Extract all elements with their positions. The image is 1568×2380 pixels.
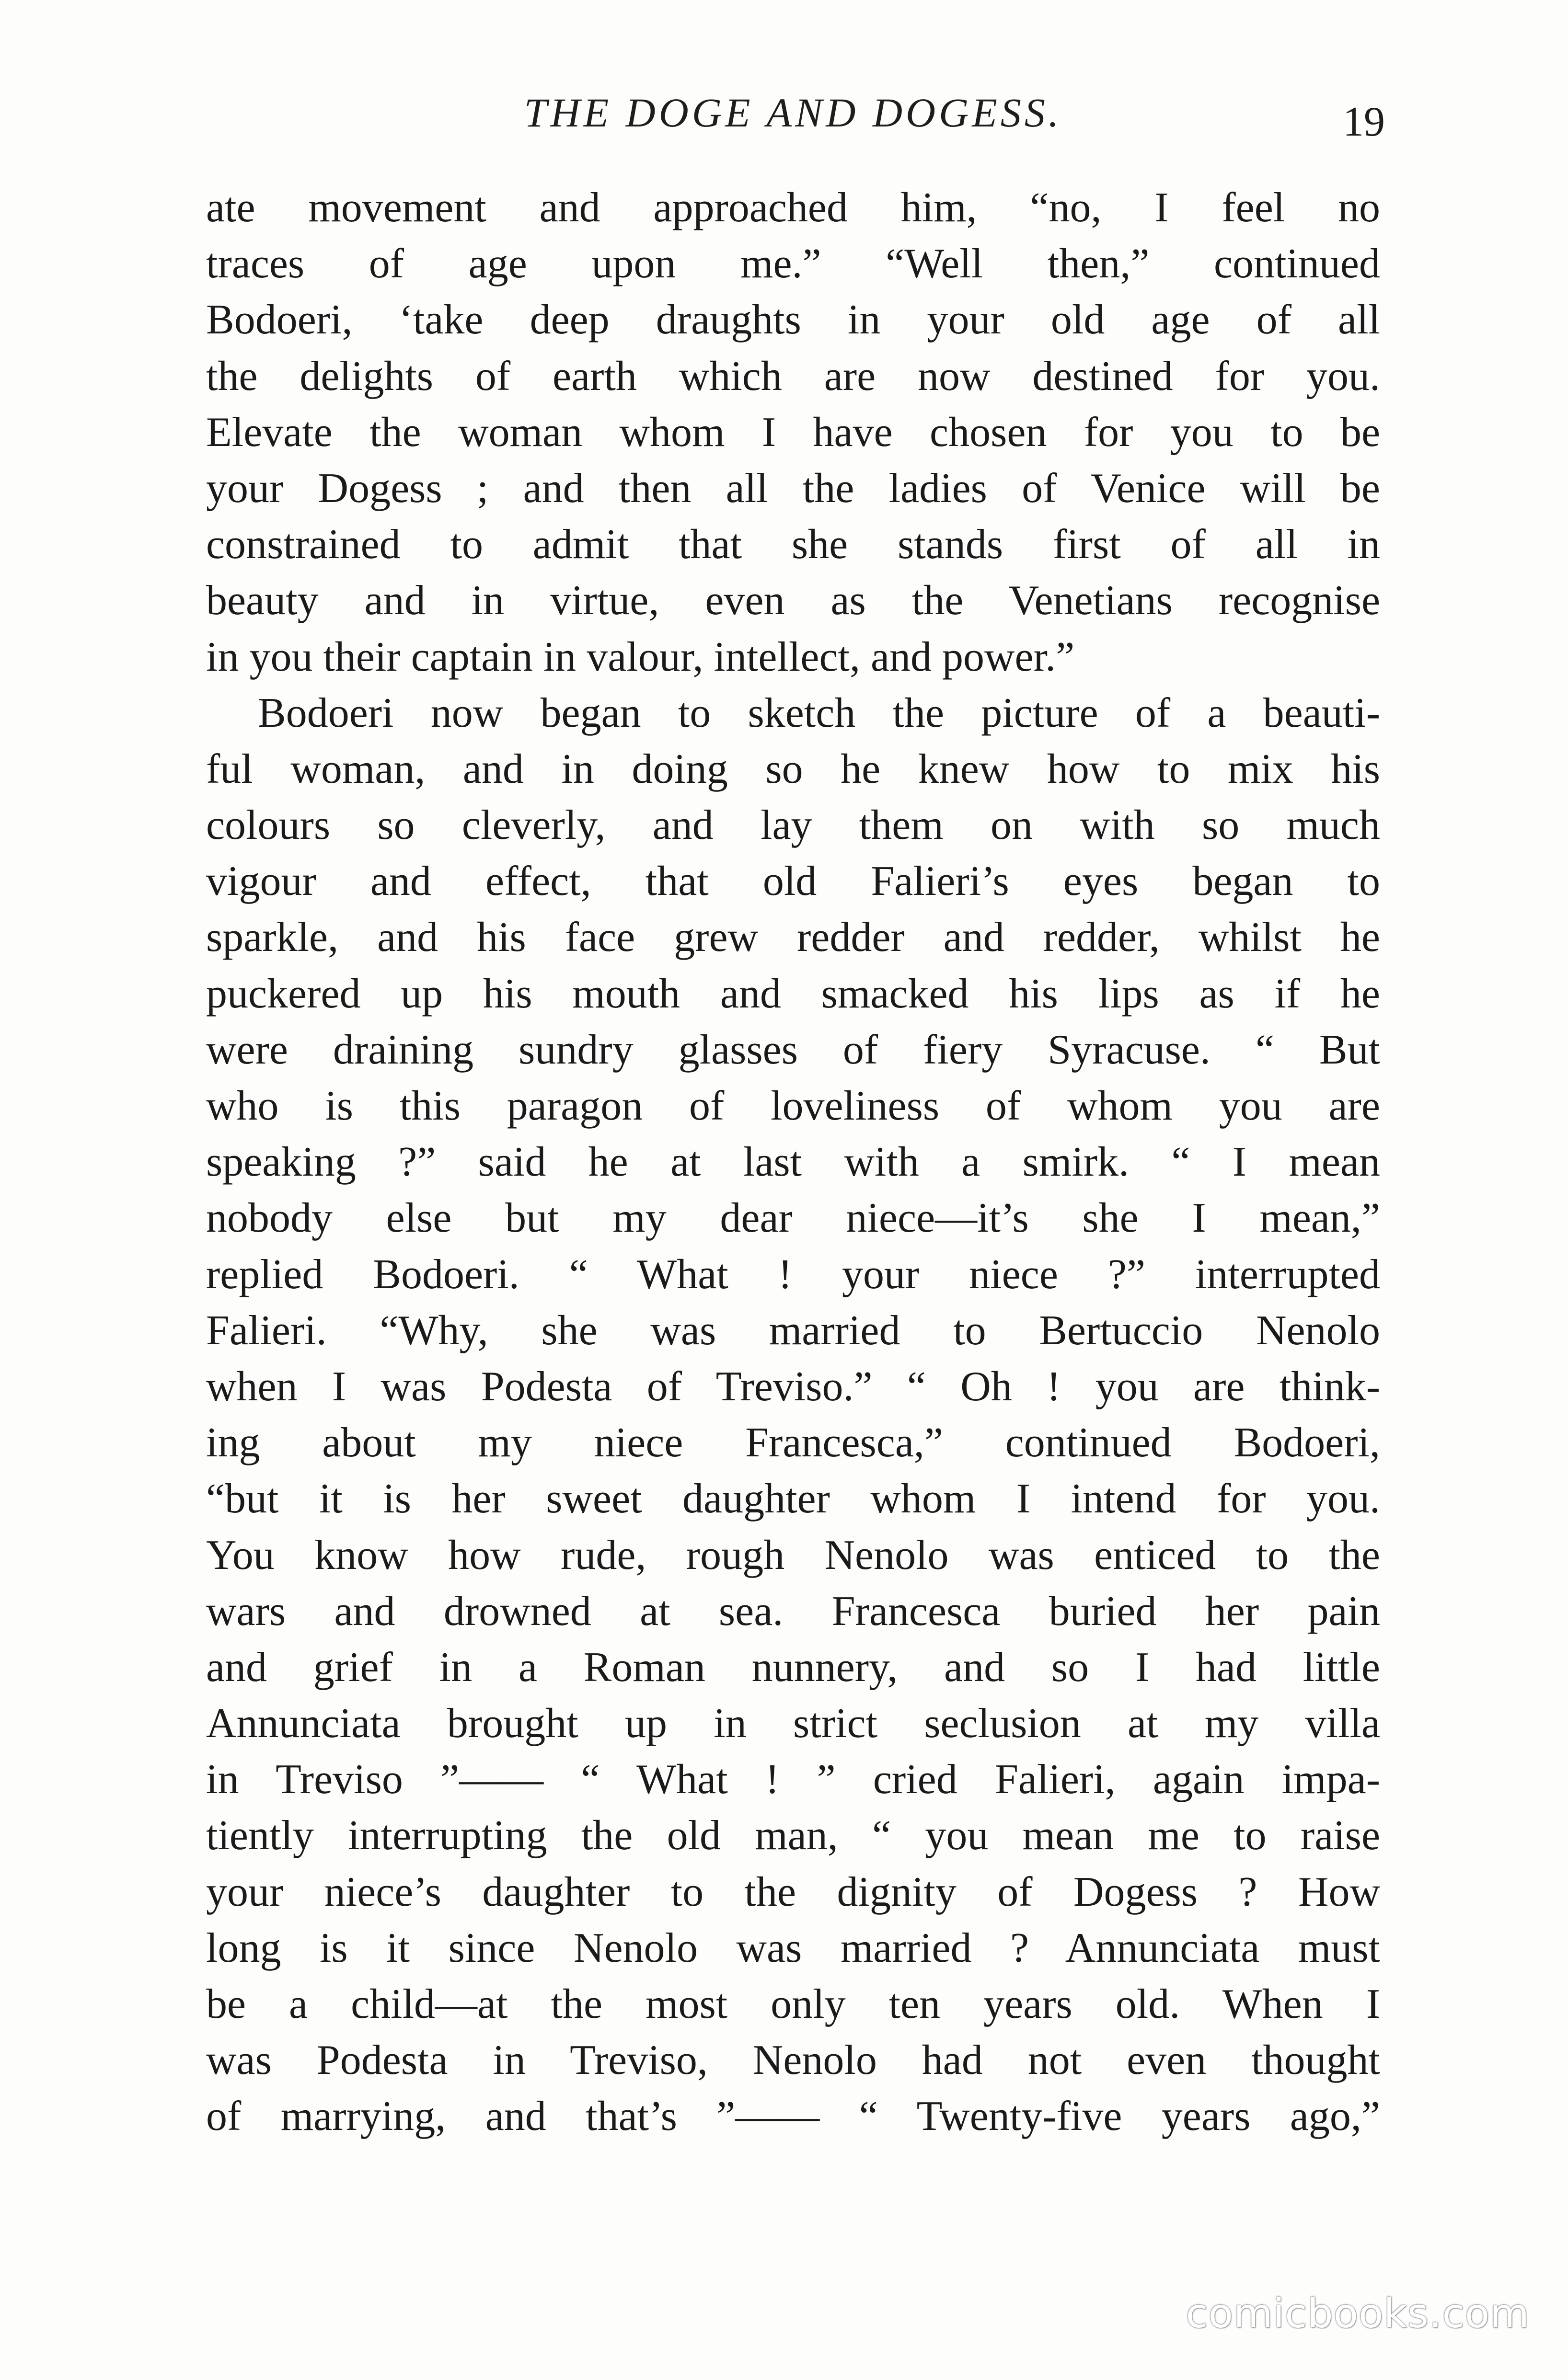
text-line: were draining sundry glasses of fiery Syracuse. “ But [206,1026,1380,1073]
text-line: Annunciata brought up in strict seclusion at my villa [206,1700,1380,1747]
text-line: your Dogess ; and then all the ladies of Venice will be [206,465,1380,512]
text-line: ful woman, and in doing so he knew how to mix his [206,745,1380,792]
text-line: when I was Podesta of Treviso.” “ Oh ! you are think- [206,1363,1380,1410]
watermark: comicbooks.com [1186,2290,1530,2337]
text-line: and grief in a Roman nunnery, and so I had little [206,1644,1380,1691]
text-line: beauty and in virtue, even as the Venetians recognise [206,577,1380,624]
text-line: speaking ?” said he at last with a smirk. “ I mean [206,1139,1380,1186]
running-title: THE DOGE AND DOGESS. [524,90,1062,136]
text-line: replied Bodoeri. “ What ! your niece ?” interrupted [206,1251,1380,1298]
text-line: nobody else but my dear niece—it’s she I mean,” [206,1195,1380,1242]
page-number: 19 [1343,99,1385,145]
text-line: puckered up his mouth and smacked his lips as if he [206,970,1380,1017]
text-line: Elevate the woman whom I have chosen for you to be [206,409,1380,456]
text-line: Bodoeri now began to sketch the picture of a beauti- [258,689,1380,736]
text-line: in you their captain in valour, intellect, and power.” [206,633,1075,680]
text-line: your niece’s daughter to the dignity of Dogess ? How [206,1868,1380,1915]
text-line: Bodoeri, ‘take deep draughts in your old age of all [206,297,1380,343]
body-text [206,180,1380,2145]
text-line: of marrying, and that’s ”—— “ Twenty-five years ago,” [206,2093,1380,2140]
text-line: sparkle, and his face grew redder and redder, whilst he [206,914,1380,961]
text-line: constrained to admit that she stands first of all in [206,521,1380,568]
text-line: ing about my niece Francesca,” continued Bodoeri, [206,1419,1380,1466]
text-line: in Treviso ”—— “ What ! ” cried Falieri, again impa- [206,1756,1380,1803]
text-line: was Podesta in Treviso, Nenolo had not even thought [206,2037,1380,2084]
text-line: ate movement and approached him, “no, I feel no [206,184,1380,231]
text-line: You know how rude, rough Nenolo was enticed to the [206,1532,1380,1579]
text-line: “but it is her sweet daughter whom I intend for you. [206,1476,1380,1522]
text-line: Falieri. “Why, she was married to Bertuccio Nenolo [206,1307,1380,1354]
running-head [206,84,1385,151]
text-line: vigour and effect, that old Falieri’s eyes began to [206,858,1380,905]
text-line: who is this paragon of loveliness of whom you are [206,1083,1380,1129]
text-line: colours so cleverly, and lay them on with so much [206,802,1380,849]
text-line: wars and drowned at sea. Francesca buried her pain [206,1588,1380,1635]
text-line: traces of age upon me.” “Well then,” continued [206,240,1380,287]
text-line: be a child—at the most only ten years old. When I [206,1981,1380,2027]
text-line: tiently interrupting the old man, “ you mean me to raise [206,1812,1380,1859]
text-line: the delights of earth which are now destined for you. [206,353,1380,400]
text-line: long is it since Nenolo was married ? Annunciata must [206,1924,1380,1971]
